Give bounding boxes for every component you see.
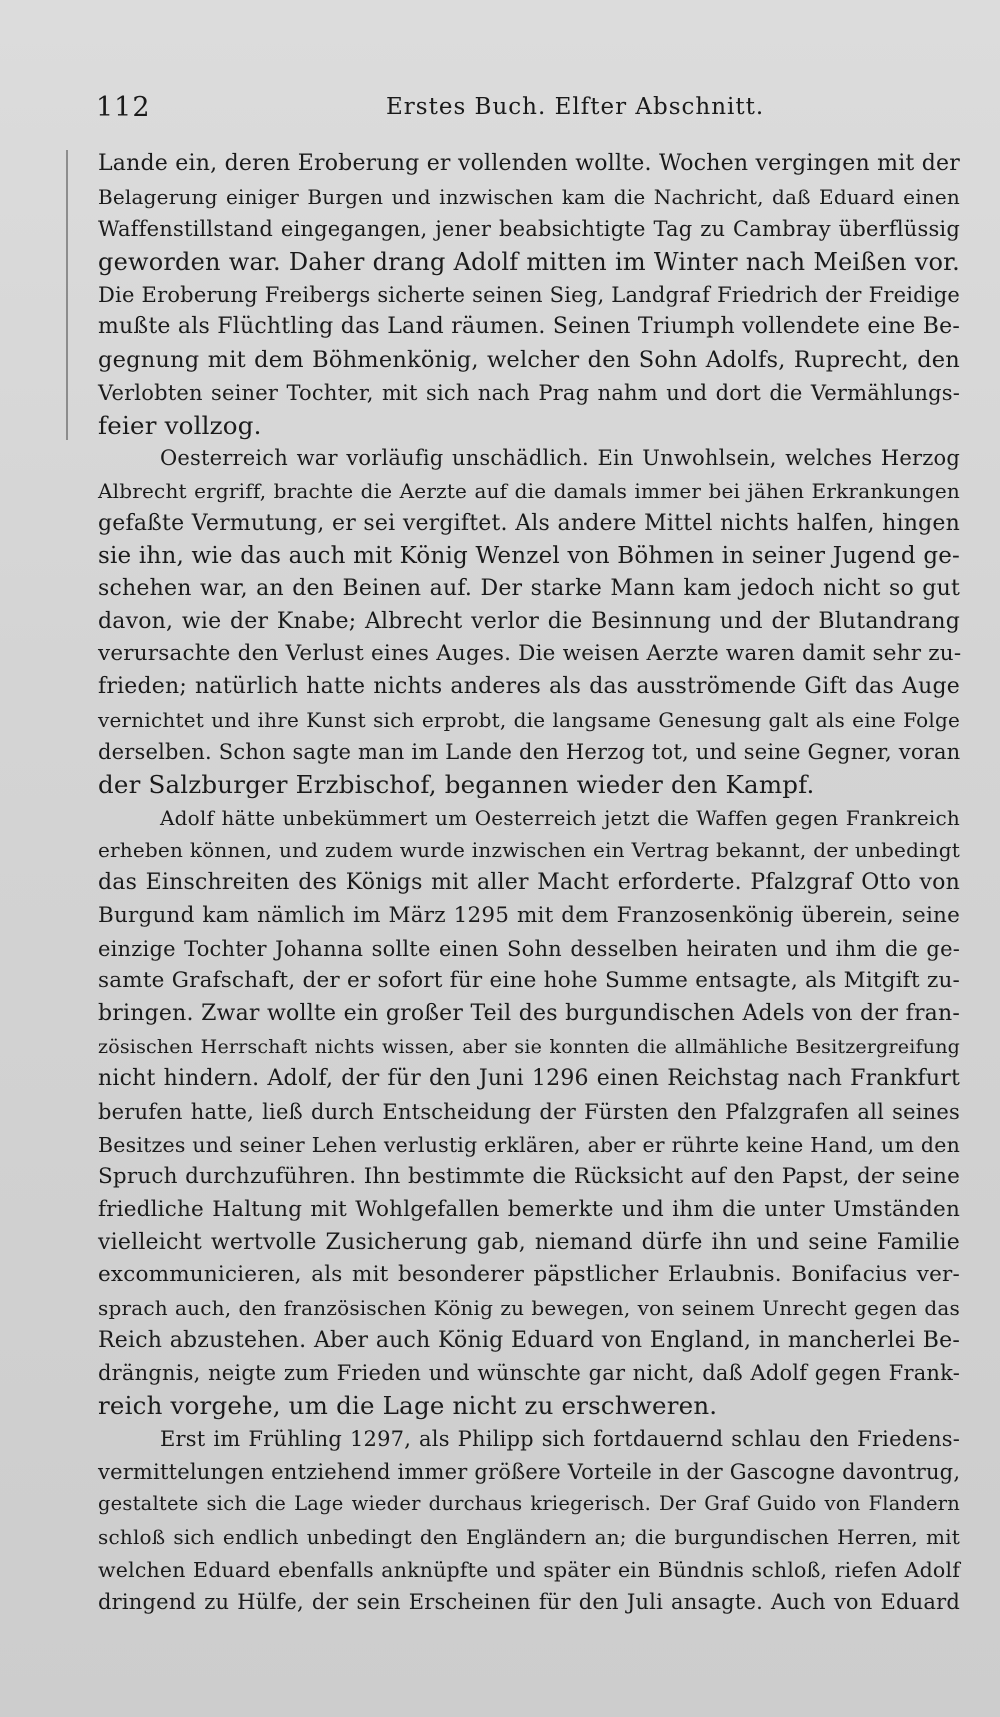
text-line: gestaltete sich die Lage wieder durchaus kriegerisch. Der Graf Guido von Flandern: [98, 1492, 960, 1516]
text-line: drängnis, neigte zum Frieden und wünschte gar nicht, daß Adolf gegen Frank-: [98, 1361, 960, 1386]
text-line: gegnung mit dem Böhmenkönig, welcher den Sohn Adolfs, Ruprecht, den: [98, 347, 960, 374]
text-line: dringend zu Hülfe, der sein Erscheinen für den Juli ansagte. Auch von Eduard: [98, 1590, 960, 1615]
text-line: Waffenstillstand eingegangen, jener beabsichtigte Tag zu Cambray überflüssig: [98, 217, 960, 242]
text-line: berufen hatte, ließ durch Entscheidung der Fürsten den Pfalzgrafen all seines: [98, 1099, 960, 1124]
text-line: nicht hindern. Adolf, der für den Juni 1296 einen Reichstag nach Frankfurt: [98, 1066, 960, 1092]
running-head: Erstes Buch. Elfter Abschnitt.: [386, 94, 765, 120]
text-line: Albrecht ergriff, brachte die Aerzte auf die damals immer bei jähen Erkrankungen: [98, 478, 960, 503]
text-line: zösischen Herrschaft nichts wissen, aber sie konnten die allmähliche Besitzergreifung: [98, 1035, 960, 1058]
text-line: excommunicieren, als mit besonderer päpstlicher Erlaubnis. Bonifacius ver-: [98, 1262, 960, 1288]
text-line: gefaßte Vermutung, er sei vergiftet. Als andere Mittel nichts halfen, hingen: [98, 510, 960, 536]
text-line: Oesterreich war vorläufig unschädlich. Ein Unwohlsein, welches Herzog: [160, 446, 960, 471]
text-line: davon, wie der Knabe; Albrecht verlor die Besinnung und der Blutandrang: [98, 608, 960, 634]
text-line: Die Eroberung Freibergs sicherte seinen Sieg, Landgraf Friedrich der Freidige: [98, 282, 960, 307]
text-line: welchen Eduard ebenfalls anknüpfte und später ein Bündnis schloß, riefen Adolf: [98, 1557, 960, 1582]
text-line: derselben. Schon sagte man im Lande den Herzog tot, und seine Gegner, voran: [98, 740, 961, 765]
text-line: Erst im Frühling 1297, als Philipp sich fortdauernd schlau den Friedens-: [160, 1426, 960, 1451]
text-line: Belagerung einiger Burgen und inzwischen kam die Nachricht, daß Eduard einen: [98, 184, 960, 209]
text-line: sie ihn, wie das auch mit König Wenzel von Böhmen in seiner Jugend ge-: [98, 543, 961, 570]
text-line: Adolf hätte unbekümmert um Oesterreich jetzt die Waffen gegen Frankreich: [160, 805, 960, 830]
text-line: einzige Tochter Johanna sollte einen Sohn desselben heiraten und ihm die ge-: [98, 936, 960, 961]
text-line: Reich abzustehen. Aber auch König Eduard von England, in mancherlei Be-: [98, 1327, 960, 1353]
margin-marker-line: [66, 150, 68, 440]
text-line: der Salzburger Erzbischof, begannen wieder den Kampf.: [98, 770, 815, 800]
text-line: reich vorgehe, um die Lage nicht zu erschweren.: [98, 1391, 718, 1421]
text-line: vielleicht wertvolle Zusicherung gab, niemand dürfe ihn und seine Familie: [98, 1229, 960, 1255]
text-line: schloß sich endlich unbedingt den Engländern an; die burgundischen Herren, mit: [98, 1524, 960, 1549]
text-line: Verlobten seiner Tochter, mit sich nach Prag nahm und dort die Vermählungs-: [98, 380, 960, 405]
page-header: [96, 92, 940, 132]
text-line: Lande ein, deren Eroberung er vollenden wollte. Wochen vergingen mit der: [98, 151, 960, 176]
text-line: samte Grafschaft, der er sofort für eine hohe Summe entsagte, als Mitgift zu-: [98, 968, 960, 994]
text-line: frieden; natürlich hatte nichts anderes als das ausströmende Gift das Auge: [98, 674, 960, 699]
text-line: Besitzes und seiner Lehen verlustig erklären, aber er rührte keine Hand, um den: [98, 1132, 960, 1157]
text-line: Spruch durchzuführen. Ihn bestimmte die Rücksicht auf den Papst, der seine: [98, 1164, 960, 1190]
body-text: [98, 148, 960, 1619]
text-line: geworden war. Daher drang Adolf mitten im Winter nach Meißen vor.: [98, 248, 960, 277]
text-line: bringen. Zwar wollte ein großer Teil des burgundischen Adels von der fran-: [98, 1000, 960, 1026]
text-line: feier vollzog.: [98, 410, 262, 440]
text-line: friedliche Haltung mit Wohlgefallen bemerkte und ihm die unter Umständen: [98, 1197, 960, 1222]
text-line: Burgund kam nämlich im März 1295 mit dem Franzosenkönig überein, seine: [98, 902, 960, 928]
text-line: sprach auch, den französischen König zu bewegen, von seinem Unrecht gegen das: [98, 1296, 960, 1321]
text-line: das Einschreiten des Königs mit aller Macht erforderte. Pfalzgraf Otto von: [98, 870, 960, 896]
text-line: vernichtet und ihre Kunst sich erprobt, die langsame Genesung galt als eine Folge: [98, 707, 960, 732]
text-line: verursachte den Verlust eines Auges. Die weisen Aerzte waren damit sehr zu-: [98, 641, 962, 667]
text-line: vermittelungen entziehend immer größere Vorteile in der Gascogne davontrug,: [98, 1459, 961, 1484]
text-line: mußte als Flüchtling das Land räumen. Seinen Triumph vollendete eine Be-: [98, 314, 960, 340]
page-number: 112: [96, 92, 151, 123]
text-line: schehen war, an den Beinen auf. Der starke Mann kam jedoch nicht so gut: [98, 575, 960, 601]
text-line: erheben können, und zudem wurde inzwischen ein Vertrag bekannt, der unbedingt: [98, 838, 960, 863]
